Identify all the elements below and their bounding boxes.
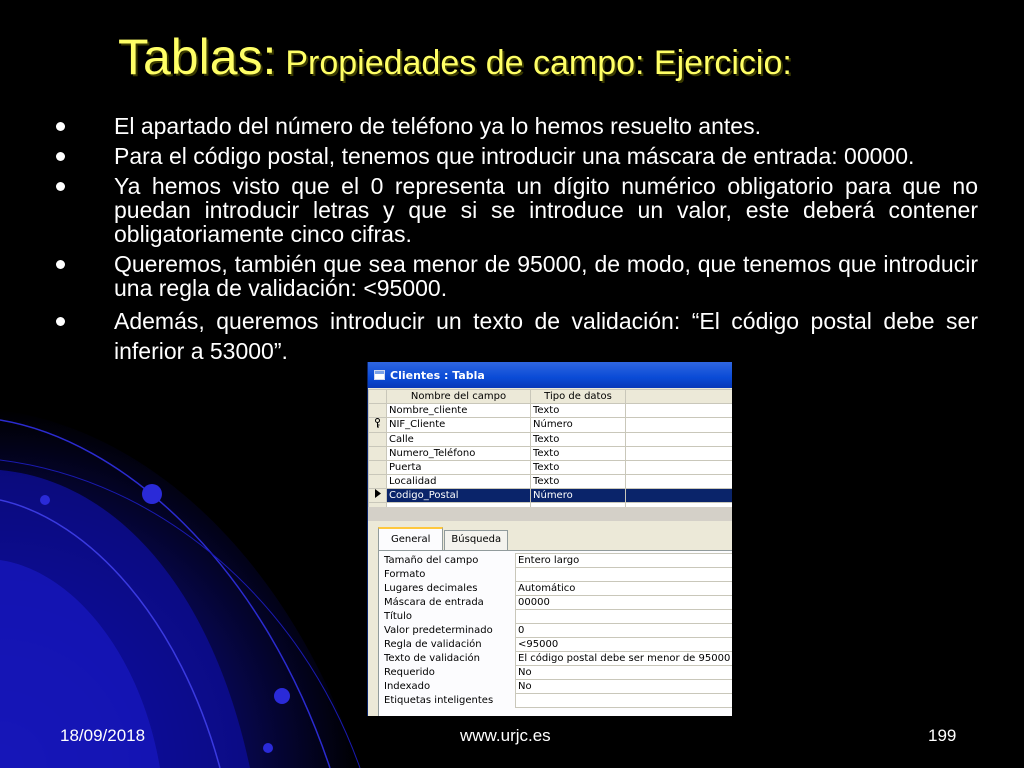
field-name-cell[interactable]: NIF_Cliente: [387, 418, 531, 433]
field-name-cell[interactable]: Numero_Teléfono: [387, 447, 531, 461]
property-row[interactable]: [382, 554, 732, 568]
property-row[interactable]: [382, 610, 732, 624]
description-cell[interactable]: [626, 418, 733, 433]
property-name: Máscara de entrada: [384, 597, 484, 608]
pane-separator: [368, 507, 732, 521]
selector-header: [369, 390, 387, 404]
property-value[interactable]: No: [516, 666, 733, 680]
row-selector[interactable]: [369, 433, 387, 447]
data-type-cell[interactable]: Texto: [531, 404, 626, 418]
property-row[interactable]: [382, 582, 732, 596]
bullet-text: Además, queremos introducir un texto de validación: “El código postal debe ser inferior a 53000”.: [114, 308, 978, 364]
property-tabs: [378, 530, 509, 551]
current-row-arrow-icon: [375, 489, 381, 498]
property-value[interactable]: No: [516, 680, 733, 694]
row-selector[interactable]: [369, 461, 387, 475]
property-name: Formato: [384, 569, 426, 580]
property-name: Valor predeterminado: [384, 625, 493, 636]
table-row[interactable]: [369, 418, 733, 433]
swirl-dot: [274, 688, 290, 704]
property-row[interactable]: [382, 568, 732, 582]
property-value[interactable]: [516, 694, 733, 708]
property-name: Lugares decimales: [384, 583, 478, 594]
table-row[interactable]: [369, 404, 733, 418]
tab-general[interactable]: General: [378, 527, 443, 551]
table-row[interactable]: [369, 433, 733, 447]
slide-title: [118, 28, 792, 86]
property-value[interactable]: [516, 610, 733, 624]
bullet-text: Para el código postal, tenemos que introducir una máscara de entrada: 00000.: [114, 143, 915, 169]
property-row[interactable]: [382, 652, 732, 666]
swirl-dot: [40, 495, 50, 505]
description-cell[interactable]: [626, 447, 733, 461]
bullet-item: [56, 144, 978, 168]
property-row[interactable]: [382, 666, 732, 680]
tab-busqueda[interactable]: Búsqueda: [444, 530, 508, 551]
bullet-dot-icon: [56, 122, 65, 131]
bullet-list: [56, 114, 978, 372]
row-selector[interactable]: [369, 418, 387, 433]
field-name-cell[interactable]: Puerta: [387, 461, 531, 475]
property-name: Requerido: [384, 667, 435, 678]
data-type-cell[interactable]: Texto: [531, 433, 626, 447]
field-name-cell[interactable]: Codigo_Postal: [387, 489, 531, 503]
column-header-field-name[interactable]: Nombre del campo: [387, 390, 531, 404]
row-selector[interactable]: [369, 404, 387, 418]
column-header-data-type[interactable]: Tipo de datos: [531, 390, 626, 404]
bullet-item: [56, 306, 978, 366]
data-type-cell[interactable]: Texto: [531, 475, 626, 489]
title-sub: Propiedades de campo: Ejercicio:: [285, 44, 792, 82]
table-row[interactable]: [369, 461, 733, 475]
bullet-dot-icon: [56, 260, 65, 269]
grid-header-row: [369, 390, 733, 404]
table-row-current[interactable]: [369, 489, 733, 503]
row-selector[interactable]: [369, 489, 387, 503]
window-title: Clientes : Tabla: [390, 368, 485, 382]
bullet-item: [56, 252, 978, 300]
field-name-cell[interactable]: Localidad: [387, 475, 531, 489]
bullet-text: Ya hemos visto que el 0 representa un dígito numérico obligatorio para que no puedan introducir letras y que si se introduce un valor, este deberá contener obligatoriamente cinco cifras.: [114, 173, 978, 247]
property-name: Título: [384, 611, 413, 622]
field-design-grid[interactable]: [368, 389, 732, 517]
description-cell[interactable]: [626, 433, 733, 447]
property-value[interactable]: Entero largo: [516, 554, 733, 568]
bullet-item: [56, 174, 978, 246]
property-value[interactable]: Automático: [516, 582, 733, 596]
bullet-item: [56, 114, 978, 138]
footer-date: 18/09/2018: [60, 726, 146, 745]
row-selector[interactable]: [369, 475, 387, 489]
property-row[interactable]: [382, 624, 732, 638]
swirl-dot: [142, 484, 162, 504]
property-value[interactable]: <95000: [516, 638, 733, 652]
data-type-cell[interactable]: Texto: [531, 461, 626, 475]
property-value[interactable]: [516, 568, 733, 582]
table-row[interactable]: [369, 475, 733, 489]
table-row[interactable]: [369, 447, 733, 461]
field-name-cell[interactable]: Nombre_cliente: [387, 404, 531, 418]
description-cell[interactable]: [626, 461, 733, 475]
bullet-dot-icon: [56, 317, 65, 326]
property-name: Etiquetas inteligentes: [384, 695, 494, 706]
description-cell[interactable]: [626, 475, 733, 489]
description-cell[interactable]: [626, 404, 733, 418]
bullet-text: El apartado del número de teléfono ya lo hemos resuelto antes.: [114, 113, 761, 139]
title-main: Tablas:: [118, 29, 277, 85]
property-name: Indexado: [384, 681, 431, 692]
window-titlebar[interactable]: [368, 362, 732, 388]
access-table-window[interactable]: [367, 362, 732, 716]
description-cell[interactable]: [626, 489, 733, 503]
property-row[interactable]: [382, 596, 732, 610]
row-selector[interactable]: [369, 447, 387, 461]
data-type-cell[interactable]: Número: [531, 418, 626, 433]
bullet-text: Queremos, también que sea menor de 95000, de modo, que tenemos que introducir una regla de validación: <95000.: [114, 251, 978, 301]
property-row[interactable]: [382, 694, 732, 708]
footer-page-number: 199: [928, 726, 957, 745]
data-type-cell[interactable]: Número: [531, 489, 626, 503]
property-row[interactable]: [382, 638, 732, 652]
property-value[interactable]: 0: [516, 624, 733, 638]
swirl-dot: [263, 743, 273, 753]
bullet-dot-icon: [56, 182, 65, 191]
field-name-cell[interactable]: Calle: [387, 433, 531, 447]
bullet-dot-icon: [56, 152, 65, 161]
property-name: Regla de validación: [384, 639, 482, 650]
property-name: Tamaño del campo: [384, 555, 479, 566]
property-value[interactable]: El código postal debe ser menor de 95000: [516, 652, 733, 666]
primary-key-icon: [373, 418, 382, 428]
column-header-description[interactable]: [626, 390, 733, 404]
field-properties-panel: [378, 550, 732, 716]
data-type-cell[interactable]: Texto: [531, 447, 626, 461]
property-row[interactable]: [382, 680, 732, 694]
footer-url: www.urjc.es: [460, 726, 551, 745]
field-properties-table: [382, 553, 732, 708]
property-name: Texto de validación: [384, 653, 481, 664]
property-value[interactable]: 00000: [516, 596, 733, 610]
table-icon: [374, 370, 385, 380]
